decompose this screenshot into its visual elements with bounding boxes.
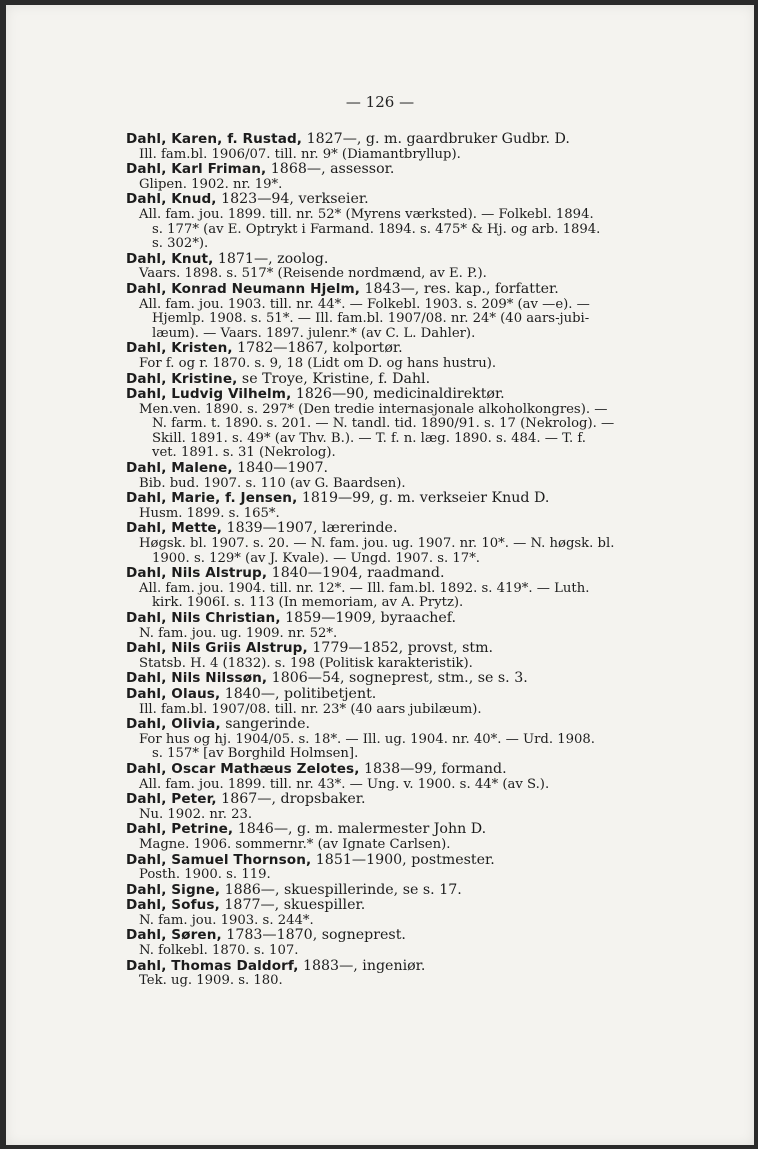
entry-heading: [126, 491, 646, 507]
entry-references: [126, 733, 646, 762]
entry-name: Dahl, Olaus,: [126, 685, 221, 702]
reference-line: Ill. fam.bl. 1906/07. till. nr. 9* (Diamantbryllup).: [139, 146, 461, 162]
entry-heading: [126, 341, 646, 357]
entry: [126, 341, 646, 371]
entry: [126, 611, 646, 641]
entry: [126, 641, 646, 671]
entry-heading: [126, 762, 646, 778]
entry-info: 1886—, skuespillerinde, se s. 17.: [220, 881, 462, 898]
reference-line: All. fam. jou. 1899. till. nr. 43*. — Ung. v. 1900. s. 44* (av S.).: [139, 776, 550, 792]
reference-line: 1900. s. 129* (av J. Kvale). — Ungd. 1907. s. 17*.: [152, 550, 480, 566]
entry-info: 1851—1900, postmester.: [311, 851, 495, 868]
reference-line: All. fam. jou. 1903. till. nr. 44*. — Folkebl. 1903. s. 209* (av —e). —: [139, 296, 590, 312]
entry-references: [126, 838, 646, 853]
entry-info: sangerinde.: [220, 716, 311, 733]
entry-name: Dahl, Knut,: [126, 250, 214, 267]
reference-line: N. fam. jou. ug. 1909. nr. 52*.: [139, 625, 338, 641]
entry-info: 1868—, assessor.: [266, 161, 395, 178]
reference-line: vet. 1891. s. 31 (Nekrolog).: [152, 445, 336, 461]
entry-references: [126, 267, 646, 282]
entry-heading: [126, 611, 646, 627]
entry-info: se Troye, Kristine, f. Dahl.: [237, 370, 431, 387]
entry-info: 1838—99, formand.: [359, 760, 507, 777]
entry: [126, 883, 646, 899]
entry-info: 1840—, politibetjent.: [220, 685, 377, 702]
entry: [126, 959, 646, 989]
reference-line: s. 157* [av Borghild Holmsen].: [152, 746, 359, 762]
entry-references: [126, 357, 646, 372]
entry-name: Dahl, Kristine,: [126, 370, 238, 387]
entry-heading: [126, 687, 646, 703]
entry-heading: [126, 162, 646, 178]
entry-heading: [126, 928, 646, 944]
entry-heading: [126, 521, 646, 537]
entry-name: Dahl, Kristen,: [126, 340, 233, 357]
entry-name: Dahl, Ludvig Vilhelm,: [126, 386, 292, 403]
reference-line: Høgsk. bl. 1907. s. 20. — N. fam. jou. ug. 1907. nr. 10*. — N. høgsk. bl.: [139, 536, 615, 552]
entry: [126, 717, 646, 762]
entry-info: 1783—1870, sogneprest.: [221, 927, 406, 944]
page-number: — 126 —: [345, 93, 415, 111]
reference-line: Men.ven. 1890. s. 297* (Den tredie internasjonale alkoholkongres). —: [139, 401, 608, 417]
entry-references: [126, 974, 646, 989]
entry-references: [126, 582, 646, 611]
reference-line: læum). — Vaars. 1897. julenr.* (av C. L. Dahler).: [152, 325, 476, 341]
entry-heading: [126, 566, 646, 582]
entry: [126, 162, 646, 192]
entry-name: Dahl, Olivia,: [126, 716, 221, 733]
entry-name: Dahl, Malene,: [126, 460, 233, 477]
reference-line: Ill. fam.bl. 1907/08. till. nr. 23* (40 aars jubilæum).: [139, 701, 482, 717]
reference-line: Husm. 1899. s. 165*.: [139, 505, 280, 521]
entry: [126, 282, 646, 341]
entry-name: Dahl, Nils Alstrup,: [126, 565, 268, 582]
entry-heading: [126, 372, 646, 388]
entry: [126, 822, 646, 852]
reference-line: Glipen. 1902. nr. 19*.: [139, 176, 283, 192]
entry-info: 1867—, dropsbaker.: [216, 791, 366, 808]
entry: [126, 792, 646, 822]
entry-references: [126, 537, 646, 566]
entry-heading: [126, 282, 646, 298]
entry: [126, 762, 646, 792]
entry-info: 1779—1852, provst, stm.: [307, 640, 494, 657]
entry-references: [126, 703, 646, 718]
entry-heading: [126, 792, 646, 808]
entry-info: 1806—54, sogneprest, stm., se s. 3.: [267, 670, 528, 687]
reference-line: Hjemlp. 1908. s. 51*. — Ill. fam.bl. 1907/08. nr. 24* (40 aars-jubi-: [152, 311, 590, 327]
entry: [126, 491, 646, 521]
entry-heading: [126, 641, 646, 657]
reference-line: Nu. 1902. nr. 23.: [139, 806, 253, 822]
entry: [126, 387, 646, 461]
entry-references: [126, 627, 646, 642]
reference-line: N. fam. jou. 1903. s. 244*.: [139, 912, 314, 928]
entry-references: [126, 657, 646, 672]
reference-line: All. fam. jou. 1899. till. nr. 52* (Myrens værksted). — Folkebl. 1894.: [139, 206, 594, 222]
entry: [126, 853, 646, 883]
entry: [126, 132, 646, 162]
entry-name: Dahl, Thomas Daldorf,: [126, 957, 299, 974]
entry-heading: [126, 461, 646, 477]
entry-info: 1871—, zoolog.: [213, 250, 329, 267]
entry-references: [126, 778, 646, 793]
entry-references: [126, 403, 646, 461]
entry: [126, 687, 646, 717]
entry-references: [126, 808, 646, 823]
reference-line: N. folkebl. 1870. s. 107.: [139, 943, 299, 959]
entry-info: 1823—94, verkseier.: [216, 191, 369, 208]
entry: [126, 252, 646, 282]
entry-heading: [126, 252, 646, 268]
reference-line: For f. og r. 1870. s. 9, 18 (Lidt om D. og hans hustru).: [139, 355, 497, 371]
entry-heading: [126, 192, 646, 208]
entry-name: Dahl, Sofus,: [126, 897, 220, 914]
entry-heading: [126, 822, 646, 838]
entry-info: 1877—, skuespiller.: [219, 897, 366, 914]
entry-references: [126, 298, 646, 342]
entry-info: 1883—, ingeniør.: [298, 957, 426, 974]
entry-name: Dahl, Mette,: [126, 520, 223, 537]
entry-name: Dahl, Nils Nilssøn,: [126, 670, 268, 687]
entry-references: [126, 914, 646, 929]
entry: [126, 671, 646, 687]
entry-heading: [126, 717, 646, 733]
entry-name: Dahl, Marie, f. Jensen,: [126, 490, 298, 507]
entry-info: 1859—1909, byraachef.: [280, 610, 457, 626]
entry: [126, 461, 646, 491]
entry-info: 1782—1867, kolportør.: [232, 340, 403, 357]
entry-info: 1843—, res. kap., forfatter.: [360, 280, 559, 297]
entry-info: 1819—99, g. m. verkseier Knud D.: [297, 490, 550, 507]
entry-name: Dahl, Samuel Thornson,: [126, 851, 312, 868]
entry-heading: [126, 883, 646, 899]
entry-name: Dahl, Oscar Mathæus Zelotes,: [126, 760, 360, 777]
reference-line: Skill. 1891. s. 49* (av Thv. B.). — T. f. n. læg. 1890. s. 484. — T. f.: [152, 430, 586, 446]
entry-name: Dahl, Peter,: [126, 791, 217, 808]
entry-info: 1839—1907, lærerinde.: [222, 520, 398, 537]
reference-line: kirk. 1906I. s. 113 (In memoriam, av A. Prytz).: [152, 595, 464, 611]
entry-references: [126, 507, 646, 522]
entry-name: Dahl, Signe,: [126, 881, 221, 898]
reference-line: s. 177* (av E. Optrykt i Farmand. 1894. s. 475* & Hj. og arb. 1894.: [152, 221, 601, 237]
entry-heading: [126, 959, 646, 975]
entry-name: Dahl, Karen, f. Rustad,: [126, 131, 303, 147]
entry-references: [126, 208, 646, 252]
entry-references: [126, 868, 646, 883]
entry-info: 1846—, g. m. malermester John D.: [233, 821, 487, 838]
entry-heading: [126, 671, 646, 687]
entry-references: [126, 148, 646, 163]
entry: [126, 521, 646, 566]
reference-line: Bib. bud. 1907. s. 110 (av G. Baardsen).: [139, 475, 406, 491]
entry: [126, 192, 646, 251]
entry-list: [126, 132, 646, 989]
entry-name: Dahl, Knud,: [126, 191, 217, 208]
entry: [126, 372, 646, 388]
entry-references: [126, 944, 646, 959]
entry: [126, 928, 646, 958]
entry-name: Dahl, Nils Christian,: [126, 610, 281, 626]
entry-info: 1840—1904, raadmand.: [267, 565, 445, 582]
entry-heading: [126, 132, 646, 148]
entry-info: 1840—1907.: [232, 460, 329, 477]
entry-name: Dahl, Nils Griis Alstrup,: [126, 640, 308, 657]
entry-info: 1826—90, medicinaldirektør.: [291, 386, 505, 403]
reference-line: Vaars. 1898. s. 517* (Reisende nordmænd, av E. P.).: [139, 266, 487, 282]
entry-name: Dahl, Konrad Neumann Hjelm,: [126, 280, 360, 297]
entry-references: [126, 477, 646, 492]
reference-line: Magne. 1906. sommernr.* (av Ignate Carlsen).: [139, 836, 451, 852]
entry: [126, 566, 646, 611]
reference-line: Tek. ug. 1909. s. 180.: [139, 973, 283, 989]
entry-heading: [126, 853, 646, 869]
reference-line: s. 302*).: [152, 236, 209, 252]
entry-heading: [126, 898, 646, 914]
reference-line: Posth. 1900. s. 119.: [139, 867, 271, 883]
document-page: [6, 5, 754, 1145]
reference-line: For hus og hj. 1904/05. s. 18*. — Ill. ug. 1904. nr. 40*. — Urd. 1908.: [139, 731, 595, 747]
reference-line: All. fam. jou. 1904. till. nr. 12*. — Ill. fam.bl. 1892. s. 419*. — Luth.: [139, 580, 590, 596]
entry-references: [126, 178, 646, 193]
entry-name: Dahl, Petrine,: [126, 821, 234, 838]
reference-line: N. farm. t. 1890. s. 201. — N. tandl. tid. 1890/91. s. 17 (Nekrolog). —: [152, 416, 615, 432]
entry-name: Dahl, Søren,: [126, 927, 222, 944]
entry-heading: [126, 387, 646, 403]
entry: [126, 898, 646, 928]
entry-name: Dahl, Karl Friman,: [126, 161, 267, 178]
reference-line: Statsb. H. 4 (1832). s. 198 (Politisk karakteristik).: [139, 655, 473, 671]
entry-info: 1827—, g. m. gaardbruker Gudbr. D.: [302, 131, 570, 147]
